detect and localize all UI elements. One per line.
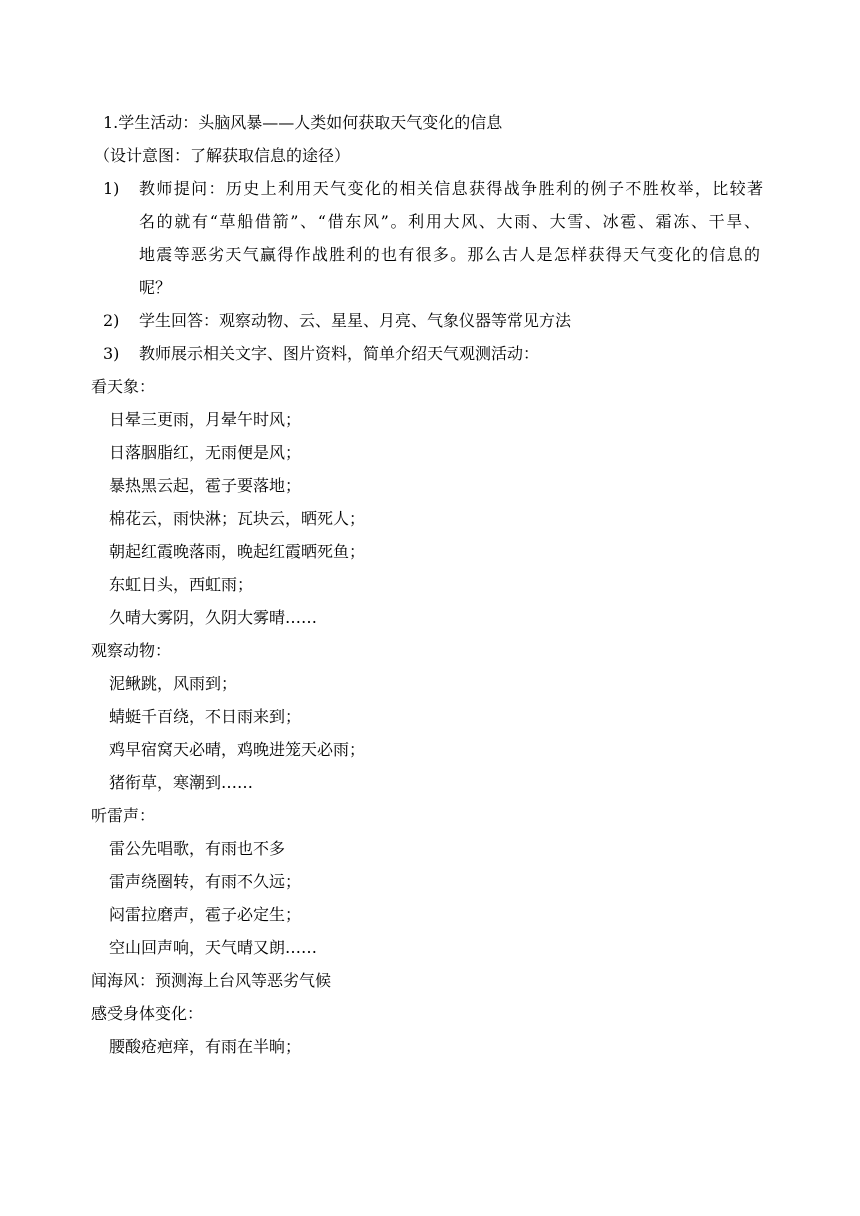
proverb-line: 腰酸疮疤痒，有雨在半晌； bbox=[109, 1037, 302, 1056]
activity-title: 1.学生活动：头脑风暴——人类如何获取天气变化的信息 bbox=[103, 113, 503, 132]
proverb-line: 闷雷拉磨声，雹子必定生； bbox=[109, 905, 302, 924]
list-item bbox=[103, 304, 763, 337]
section-heading: 观察动物： bbox=[91, 641, 172, 660]
section-heading: 听雷声： bbox=[91, 806, 156, 825]
list-item bbox=[103, 172, 763, 205]
proverb-line: 猪衔草，寒潮到…… bbox=[109, 773, 254, 792]
list-item-text: 教师展示相关文字、图片资料，简单介绍天气观测活动： bbox=[139, 344, 540, 363]
section-heading: 感受身体变化： bbox=[91, 1004, 204, 1023]
list-item-continuation: 地震等恶劣天气赢得作战胜利的也有很多。那么古人是怎样获得天气变化的信息的 bbox=[139, 245, 760, 264]
proverb-line: 东虹日头，西虹雨； bbox=[109, 575, 254, 594]
list-item-number: 2) bbox=[103, 311, 120, 330]
proverb-line: 朝起红霞晚落雨，晚起红霞晒死鱼； bbox=[109, 542, 366, 561]
proverb-line: 蜻蜓千百绕，不日雨来到； bbox=[109, 707, 302, 726]
design-intent-note: （设计意图：了解获取信息的途径） bbox=[94, 146, 351, 165]
section-heading: 闻海风：预测海上台风等恶劣气候 bbox=[91, 971, 332, 990]
proverb-line: 雷声绕圈转，有雨不久远； bbox=[109, 872, 302, 891]
proverb-line: 鸡早宿窝天必晴，鸡晚进笼天必雨； bbox=[109, 740, 366, 759]
list-item bbox=[103, 337, 763, 370]
list-item-number: 3) bbox=[103, 344, 120, 363]
proverb-line: 日落胭脂红，无雨便是风； bbox=[109, 443, 302, 462]
proverb-line: 日晕三更雨，月晕午时风； bbox=[109, 410, 302, 429]
proverb-line: 雷公先唱歌，有雨也不多 bbox=[109, 839, 286, 858]
list-item-text: 教师提问：历史上利用天气变化的相关信息获得战争胜利的例子不胜枚举，比较著 bbox=[139, 179, 763, 198]
list-item-number: 1) bbox=[103, 179, 120, 198]
proverb-line: 泥鳅跳，风雨到； bbox=[109, 674, 238, 693]
proverb-line: 棉花云，雨快淋；瓦块云，晒死人； bbox=[109, 509, 366, 528]
section-heading: 看天象： bbox=[91, 377, 156, 396]
list-item-continuation: 名的就有“草船借箭”、“借东风”。利用大风、大雨、大雪、冰雹、霜冻、干旱、 bbox=[139, 212, 760, 231]
proverb-line: 暴热黑云起，雹子要落地； bbox=[109, 476, 302, 495]
list-item-text: 学生回答：观察动物、云、星星、月亮、气象仪器等常见方法 bbox=[139, 311, 572, 330]
proverb-line: 久晴大雾阴，久阴大雾晴…… bbox=[109, 608, 318, 627]
document-body bbox=[91, 106, 763, 1063]
proverb-line: 空山回声响，天气晴又朗…… bbox=[109, 938, 318, 957]
list-item-continuation: 呢？ bbox=[139, 278, 172, 297]
